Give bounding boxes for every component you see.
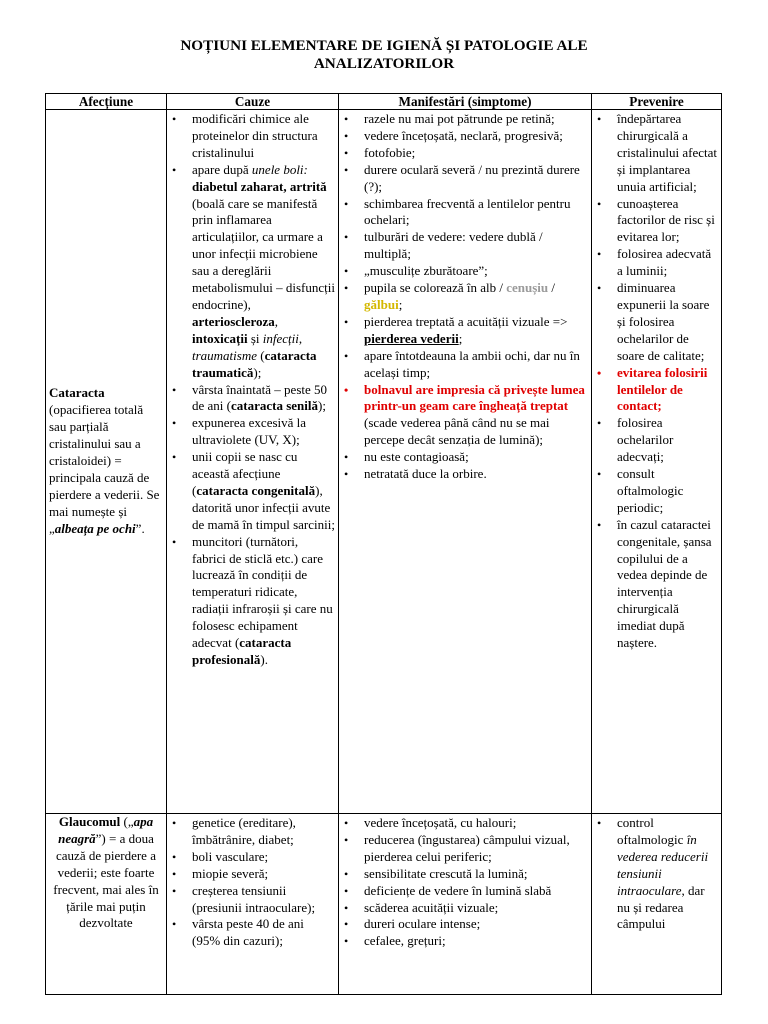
list-item: • miopie severă;	[170, 866, 335, 883]
list-item: • modificări chimice ale proteinelor din structura cristalinului	[170, 111, 335, 162]
header-symptoms: Manifestări (simptome)	[339, 94, 592, 110]
glaucoma-alias: apa neagră	[58, 814, 154, 846]
list-item: • vedere încețoșată, neclară, progresivă;	[342, 128, 588, 145]
list-item: • netratată duce la orbire.	[342, 466, 588, 483]
header-causes: Cauze	[167, 94, 339, 110]
glaucoma-causes-cell	[167, 814, 339, 995]
list-item: • schimbarea frecventă a lentilelor pentru ochelari;	[342, 196, 588, 230]
list-item: • evitarea folosirii lentilelor de contact;	[595, 365, 718, 416]
list-item: • apare întotdeauna la ambii ochi, dar nu în același timp;	[342, 348, 588, 382]
list-item: • expunerea excesivă la ultraviolete (UV, X);	[170, 415, 335, 449]
cataract-name: Cataracta	[49, 385, 105, 401]
title-line-1: NOȚIUNI ELEMENTARE DE IGIENĂ ȘI PATOLOGIE ALE	[180, 37, 588, 54]
list-item: • razele nu mai pot pătrunde pe retină;	[342, 111, 588, 128]
cataract-symptoms-list	[342, 111, 588, 483]
header-condition: Afecțiune	[46, 94, 167, 110]
table-row-cataract	[46, 110, 722, 814]
glaucoma-causes-list	[170, 815, 335, 950]
list-item: • consult oftalmologic periodic;	[595, 466, 718, 517]
list-item: • folosirea adecvată a luminii;	[595, 246, 718, 280]
glaucoma-symptoms-cell	[339, 814, 592, 995]
list-item: • fotofobie;	[342, 145, 588, 162]
cataract-prevention-cell	[592, 110, 722, 814]
list-item: • diminuarea expunerii la soare și folosirea ochelarilor de soare de calitate;	[595, 280, 718, 365]
list-item: • boli vasculare;	[170, 849, 335, 866]
list-item: • bolnavul are impresia că privește lumea printr-un geam care îngheață treptat (scade vederea până când nu se mai percepe decât senzația de lumină);	[342, 382, 588, 450]
list-item: • pupila se colorează în alb / cenușiu / gălbui;	[342, 280, 588, 314]
list-item: • apare după unele boli: diabetul zaharat, artrită (boală care se manifestă prin inflamarea articulațiilor, ca urmare a unor infecții microbiene sau a dereglării metabolismului – disfuncții endocrine), arterioscleroza, intoxicații și infecții, traumatisme (cataracta traumatică);	[170, 162, 335, 382]
glaucoma-prevention-cell	[592, 814, 722, 995]
list-item: • dureri oculare intense;	[342, 916, 588, 933]
list-item: • deficiențe de vedere în lumină slabă	[342, 883, 588, 900]
glaucoma-condition-cell: Glaucomul („apa neagră”) = a doua cauză de pierdere a vederii; este foarte frecvent, mai ales în țările mai puțin dezvoltate	[46, 814, 167, 995]
conditions-table	[45, 93, 722, 995]
glaucoma-name: Glaucomul	[58, 814, 121, 829]
header-prevention: Prevenire	[592, 94, 722, 110]
cataract-condition-cell	[46, 110, 167, 814]
cataract-symptoms-cell	[339, 110, 592, 814]
list-item: • „musculițe zburătoare”;	[342, 263, 588, 280]
document-title	[0, 37, 768, 73]
glaucoma-symptoms-list	[342, 815, 588, 950]
list-item: • genetice (ereditare), îmbătrânire, diabet;	[170, 815, 335, 849]
list-item: • folosirea ochelarilor adecvați;	[595, 415, 718, 466]
cataract-description-end: ”.	[135, 520, 145, 536]
list-item: • reducerea (îngustarea) câmpului vizual, pierderea celui periferic;	[342, 832, 588, 866]
list-item: • tulburări de vedere: vedere dublă / multiplă;	[342, 229, 588, 263]
list-item: • vârsta peste 40 de ani (95% din cazuri);	[170, 916, 335, 950]
list-item: • în cazul cataractei congenitale, șansa copilului de a vedea depinde de intervenția chirurgicală imediat după naștere.	[595, 517, 718, 652]
cataract-description: (opacifierea totală sau parțială cristalinului sau a cristaloidei) = principala cauză de pierdere a vederii. Se mai numește și „	[49, 402, 160, 536]
list-item: • control oftalmologic în vederea reducerii tensiunii intraoculare, dar nu și redarea câmpului	[595, 815, 718, 933]
title-line-2: ANALIZATORILOR	[313, 55, 455, 72]
glaucoma-description: = a doua cauză de pierdere a vederii; este foarte frecvent, mai ales în țările mai puțin dezvoltate	[53, 830, 159, 931]
cataract-prevention-list	[595, 111, 718, 652]
list-item: • vârsta înaintată – peste 50 de ani (cataracta senilă);	[170, 382, 335, 416]
list-item: • unii copii se nasc cu această afecțiune (cataracta congenitală), datorită unor infecții avute de mamă în timpul sarcinii;	[170, 449, 335, 534]
list-item: • pierderea treptată a acuității vizuale => pierderea vederii;	[342, 314, 588, 348]
cataract-alias: albeața pe ochi	[54, 520, 136, 536]
list-item: • vedere încețoșată, cu halouri;	[342, 815, 588, 832]
cataract-causes-cell	[167, 110, 339, 814]
table-row-glaucoma	[46, 814, 722, 995]
header-row	[46, 94, 722, 110]
list-item: • sensibilitate crescută la lumină;	[342, 866, 588, 883]
list-item: • scăderea acuității vizuale;	[342, 900, 588, 917]
list-item: • cunoașterea factorilor de risc și evitarea lor;	[595, 196, 718, 247]
glaucoma-prevention-list	[595, 815, 718, 933]
cataract-causes-list	[170, 111, 335, 669]
list-item: • îndepărtarea chirurgicală a cristalinului afectat și implantarea unuia artificial;	[595, 111, 718, 196]
list-item: • creșterea tensiunii (presiunii intraoculare);	[170, 883, 335, 917]
list-item: • nu este contagioasă;	[342, 449, 588, 466]
list-item: • cefalee, grețuri;	[342, 933, 588, 950]
list-item: • durere oculară severă / nu prezintă durere (?);	[342, 162, 588, 196]
list-item: • muncitori (turnători, fabrici de sticlă etc.) care lucrează în condiții de temperaturi ridicate, radiații infraroșii și care nu folosesc echipament adecvat (cataracta profesională).	[170, 534, 335, 669]
